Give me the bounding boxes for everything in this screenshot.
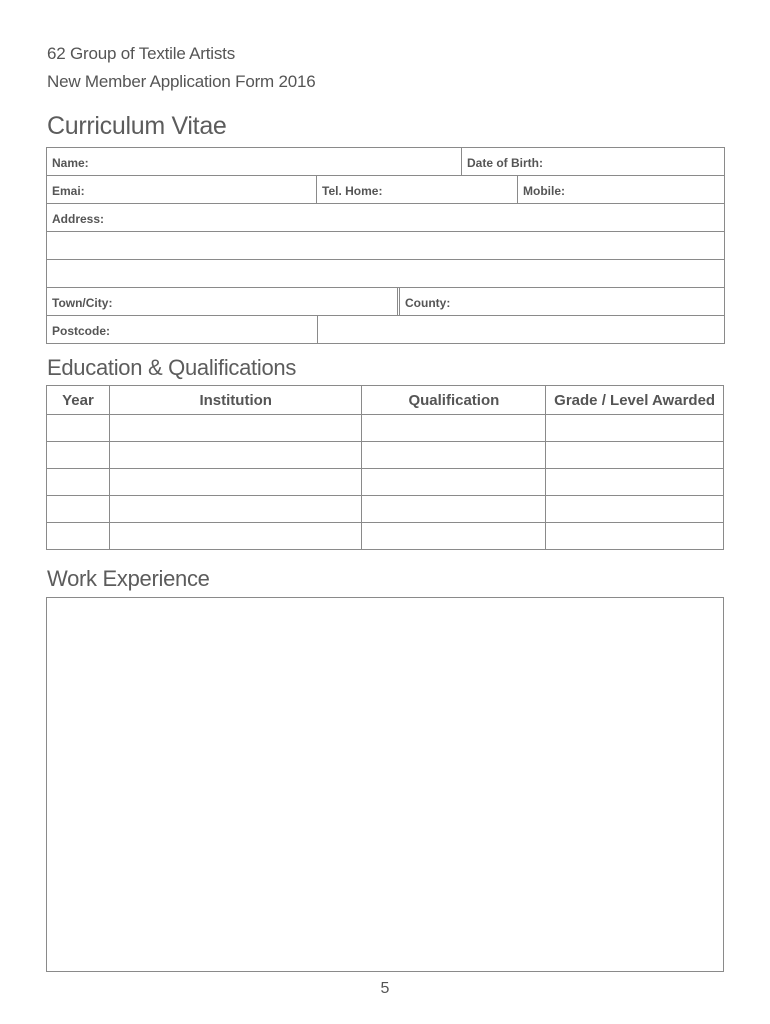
work-experience-textarea[interactable] bbox=[46, 597, 724, 972]
institution-cell[interactable] bbox=[109, 523, 362, 550]
table-row bbox=[47, 496, 724, 523]
grade-cell[interactable] bbox=[546, 523, 724, 550]
date-of-birth-field[interactable]: Date of Birth: bbox=[461, 148, 724, 175]
form-row-contact bbox=[47, 175, 724, 203]
email-field[interactable]: Emai: bbox=[52, 184, 85, 198]
column-header-qualification: Qualification bbox=[362, 386, 546, 415]
column-header-institution: Institution bbox=[109, 386, 362, 415]
postcode-field[interactable]: Postcode: bbox=[52, 324, 111, 338]
mobile-field[interactable]: Mobile: bbox=[517, 176, 724, 203]
education-section-title: Education & Qualifications bbox=[47, 355, 297, 380]
year-cell[interactable] bbox=[47, 496, 110, 523]
form-title: New Member Application Form 2016 bbox=[47, 72, 316, 91]
education-header-row bbox=[47, 386, 724, 415]
table-row bbox=[47, 442, 724, 469]
tel-home-field[interactable]: Tel. Home: bbox=[316, 176, 517, 203]
qualification-cell[interactable] bbox=[362, 415, 546, 442]
qualification-cell[interactable] bbox=[362, 496, 546, 523]
column-header-grade: Grade / Level Awarded bbox=[546, 386, 724, 415]
year-cell[interactable] bbox=[47, 469, 110, 496]
address-line-2-field[interactable] bbox=[47, 232, 724, 259]
organization-name: 62 Group of Textile Artists bbox=[47, 44, 235, 63]
qualification-cell[interactable] bbox=[362, 523, 546, 550]
qualification-cell[interactable] bbox=[362, 442, 546, 469]
form-row-postcode bbox=[47, 315, 724, 343]
institution-cell[interactable] bbox=[109, 415, 362, 442]
county-field[interactable]: County: bbox=[397, 288, 724, 315]
year-cell[interactable] bbox=[47, 442, 110, 469]
address-line-3-field[interactable] bbox=[47, 260, 724, 287]
education-table bbox=[46, 385, 724, 550]
column-header-year: Year bbox=[47, 386, 110, 415]
cv-section-title: Curriculum Vitae bbox=[47, 112, 227, 140]
institution-cell[interactable] bbox=[109, 442, 362, 469]
name-field[interactable]: Name: bbox=[52, 156, 89, 170]
table-row bbox=[47, 523, 724, 550]
form-row-address-line-3 bbox=[47, 259, 724, 287]
year-cell[interactable] bbox=[47, 523, 110, 550]
town-city-field[interactable]: Town/City: bbox=[52, 296, 113, 310]
form-row-address-line-2 bbox=[47, 231, 724, 259]
form-row-name bbox=[47, 148, 724, 175]
address-field[interactable]: Address: bbox=[52, 212, 105, 226]
table-row bbox=[47, 469, 724, 496]
institution-cell[interactable] bbox=[109, 469, 362, 496]
grade-cell[interactable] bbox=[546, 469, 724, 496]
table-row bbox=[47, 415, 724, 442]
institution-cell[interactable] bbox=[109, 496, 362, 523]
grade-cell[interactable] bbox=[546, 496, 724, 523]
form-row-town bbox=[47, 287, 724, 315]
grade-cell[interactable] bbox=[546, 442, 724, 469]
grade-cell[interactable] bbox=[546, 415, 724, 442]
postcode-spare-field[interactable] bbox=[317, 316, 724, 343]
work-experience-section-title: Work Experience bbox=[47, 566, 210, 591]
personal-details-form bbox=[46, 147, 725, 344]
year-cell[interactable] bbox=[47, 415, 110, 442]
form-row-address bbox=[47, 203, 724, 231]
qualification-cell[interactable] bbox=[362, 469, 546, 496]
page-number: 5 bbox=[380, 980, 390, 997]
